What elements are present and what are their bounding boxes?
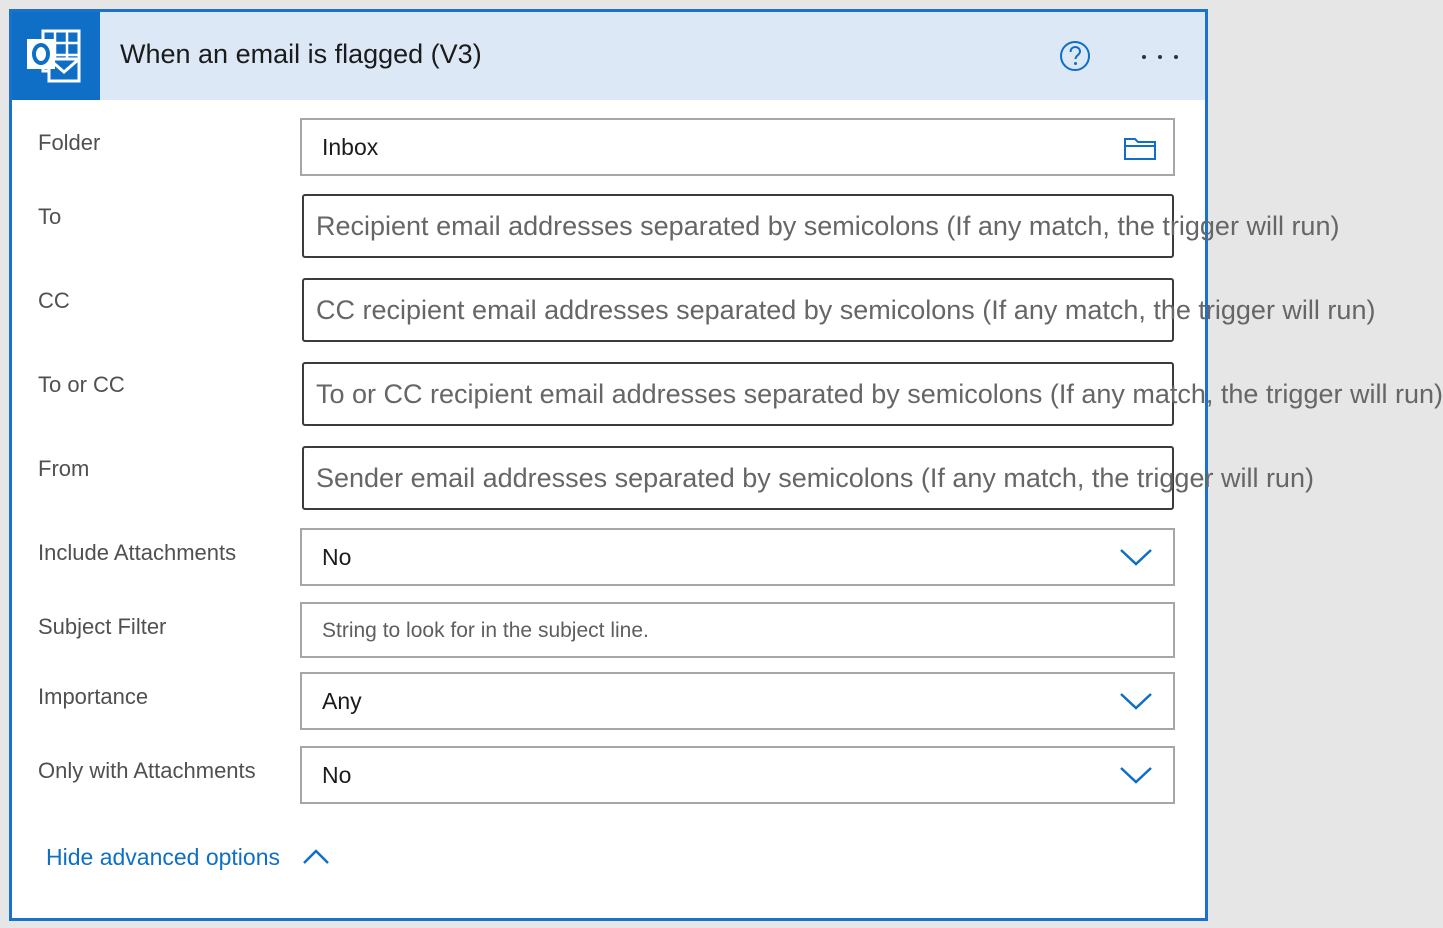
only-with-attachments-value: No — [322, 762, 352, 788]
importance-label: Importance — [38, 684, 149, 709]
importance-value: Any — [322, 688, 362, 714]
more-options-icon[interactable] — [1134, 36, 1186, 76]
help-icon[interactable] — [1059, 40, 1091, 72]
cc-label: CC — [38, 288, 70, 313]
to-or-cc-placeholder: To or CC recipient email addresses separated by semicolons (If any match, the trigger will run) — [316, 379, 1443, 409]
chevron-down-icon[interactable] — [1119, 764, 1153, 791]
subject-filter-label: Subject Filter — [38, 614, 167, 639]
cc-placeholder: CC recipient email addresses separated by semicolons (If any match, the trigger will run) — [316, 295, 1376, 325]
folder-value: Inbox — [322, 134, 379, 160]
include-attachments-dropdown[interactable] — [300, 528, 1175, 586]
include-attachments-value: No — [322, 544, 352, 570]
hide-advanced-options-link[interactable]: Hide advanced options — [46, 844, 280, 870]
folder-icon[interactable] — [1123, 135, 1157, 166]
to-or-cc-label: To or CC — [38, 372, 125, 397]
chevron-down-icon[interactable] — [1119, 546, 1153, 573]
folder-field[interactable] — [300, 118, 1175, 176]
subject-filter-input[interactable] — [300, 602, 1175, 658]
to-label: To — [38, 204, 62, 229]
card-header[interactable] — [12, 12, 1205, 100]
from-input[interactable] — [302, 446, 1314, 510]
to-input[interactable] — [302, 194, 1340, 258]
subject-filter-placeholder: String to look for in the subject line. — [322, 619, 649, 642]
from-placeholder: Sender email addresses separated by semicolons (If any match, the trigger will run) — [316, 463, 1314, 493]
outlook-icon — [12, 12, 100, 100]
cc-input[interactable] — [302, 278, 1376, 342]
only-with-attachments-label: Only with Attachments — [38, 758, 256, 783]
to-or-cc-input[interactable] — [302, 362, 1443, 426]
only-with-attachments-dropdown[interactable] — [300, 746, 1175, 804]
chevron-down-icon[interactable] — [1119, 690, 1153, 717]
chevron-up-icon[interactable] — [302, 848, 330, 871]
importance-dropdown[interactable] — [300, 672, 1175, 730]
trigger-title: When an email is flagged (V3) — [120, 39, 482, 69]
trigger-card — [9, 9, 1443, 921]
from-label: From — [38, 456, 90, 481]
folder-label: Folder — [38, 130, 101, 155]
include-attachments-label: Include Attachments — [38, 540, 237, 565]
to-placeholder: Recipient email addresses separated by semicolons (If any match, the trigger will run) — [316, 211, 1340, 241]
